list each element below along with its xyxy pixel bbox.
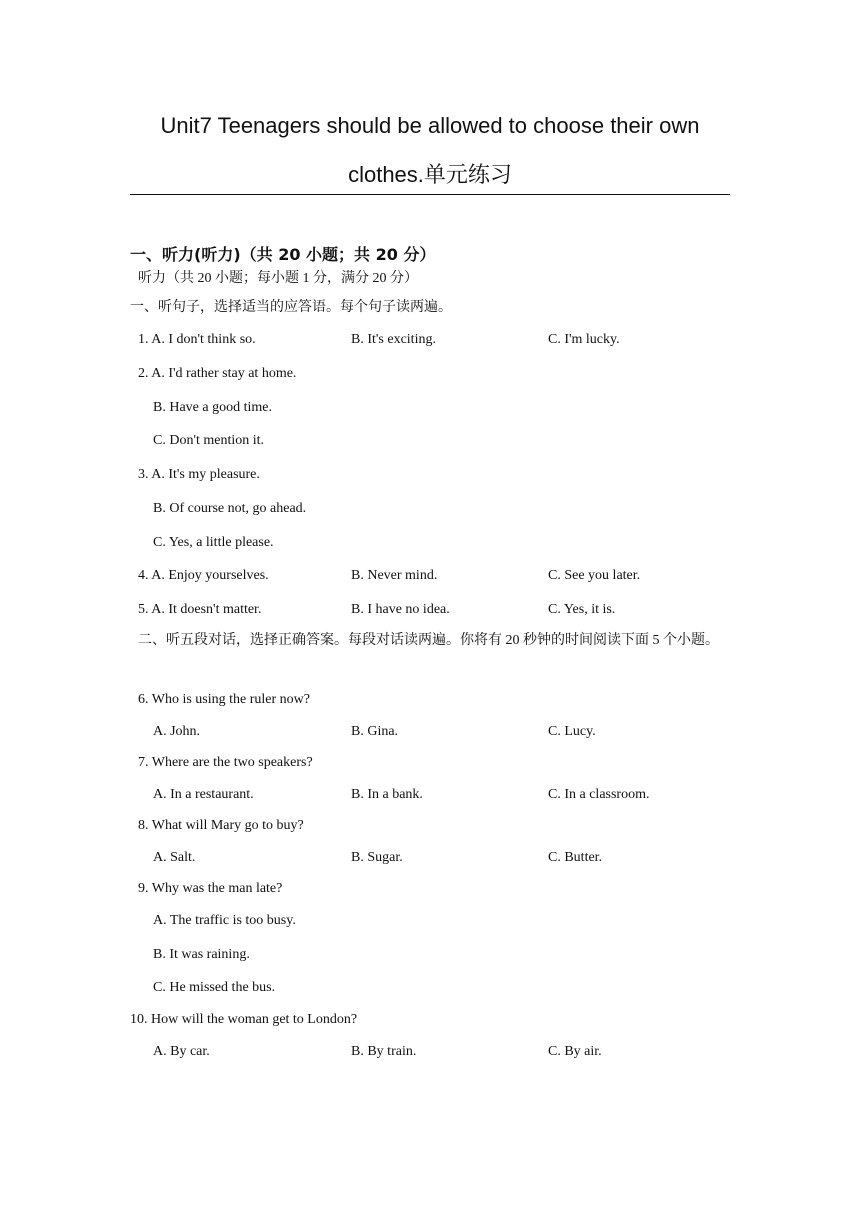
q7-option-b: B. In a bank. bbox=[351, 787, 423, 802]
title-divider bbox=[130, 194, 730, 195]
section-heading: 一、听力(听力)（共 20 小题；共 20 分） bbox=[130, 245, 436, 264]
q8-option-a: A. Salt. bbox=[153, 850, 196, 865]
q7-option-c: C. In a classroom. bbox=[548, 787, 650, 802]
q9-question: 9. Why was the man late? bbox=[138, 881, 283, 896]
document-title-line2: clothes.单元练习 bbox=[348, 162, 512, 187]
q8-option-b: B. Sugar. bbox=[351, 850, 403, 865]
q10-question: 10. How will the woman get to London? bbox=[130, 1012, 358, 1027]
q1-option-c: C. I'm lucky. bbox=[548, 332, 620, 347]
q2-option-b: B. Have a good time. bbox=[153, 400, 272, 415]
q10-option-b: B. By train. bbox=[351, 1044, 417, 1059]
q6-option-c: C. Lucy. bbox=[548, 724, 596, 739]
q5-option-b: B. I have no idea. bbox=[351, 602, 450, 617]
part2-instruction: 二、听五段对话，选择正确答案。每段对话读两遍。你将有 20 秒钟的时间阅读下面 5 个小题。 bbox=[138, 633, 719, 648]
q3-option-a: 3. A. It's my pleasure. bbox=[138, 467, 260, 482]
q9-option-c: C. He missed the bus. bbox=[153, 980, 276, 995]
q6-option-a: A. John. bbox=[153, 724, 201, 739]
q2-option-c: C. Don't mention it. bbox=[153, 433, 265, 448]
section-note: 听力（共 20 小题；每小题 1 分，满分 20 分） bbox=[138, 271, 418, 286]
q6-option-b: B. Gina. bbox=[351, 724, 399, 739]
document-title-line1: Unit7 Teenagers should be allowed to choose their own bbox=[160, 113, 700, 138]
q7-option-a: A. In a restaurant. bbox=[153, 787, 254, 802]
q4-option-a: 4. A. Enjoy yourselves. bbox=[138, 568, 269, 583]
q8-question: 8. What will Mary go to buy? bbox=[138, 818, 304, 833]
q1-option-a: 1. A. I don't think so. bbox=[138, 332, 256, 347]
q6-question: 6. Who is using the ruler now? bbox=[138, 692, 310, 707]
q3-option-b: B. Of course not, go ahead. bbox=[153, 501, 307, 516]
q3-option-c: C. Yes, a little please. bbox=[153, 535, 274, 550]
q8-option-c: C. Butter. bbox=[548, 850, 603, 865]
q4-option-b: B. Never mind. bbox=[351, 568, 438, 583]
q5-option-c: C. Yes, it is. bbox=[548, 602, 616, 617]
q5-option-a: 5. A. It doesn't matter. bbox=[138, 602, 262, 617]
q9-option-b: B. It was raining. bbox=[153, 947, 250, 962]
q1-option-b: B. It's exciting. bbox=[351, 332, 436, 347]
q2-option-a: 2. A. I'd rather stay at home. bbox=[138, 366, 297, 381]
q10-option-a: A. By car. bbox=[153, 1044, 210, 1059]
part1-instruction: 一、听句子，选择适当的应答语。每个句子读两遍。 bbox=[130, 300, 452, 315]
q10-option-c: C. By air. bbox=[548, 1044, 602, 1059]
q4-option-c: C. See you later. bbox=[548, 568, 641, 583]
q9-option-a: A. The traffic is too busy. bbox=[153, 913, 296, 928]
q7-question: 7. Where are the two speakers? bbox=[138, 755, 313, 770]
